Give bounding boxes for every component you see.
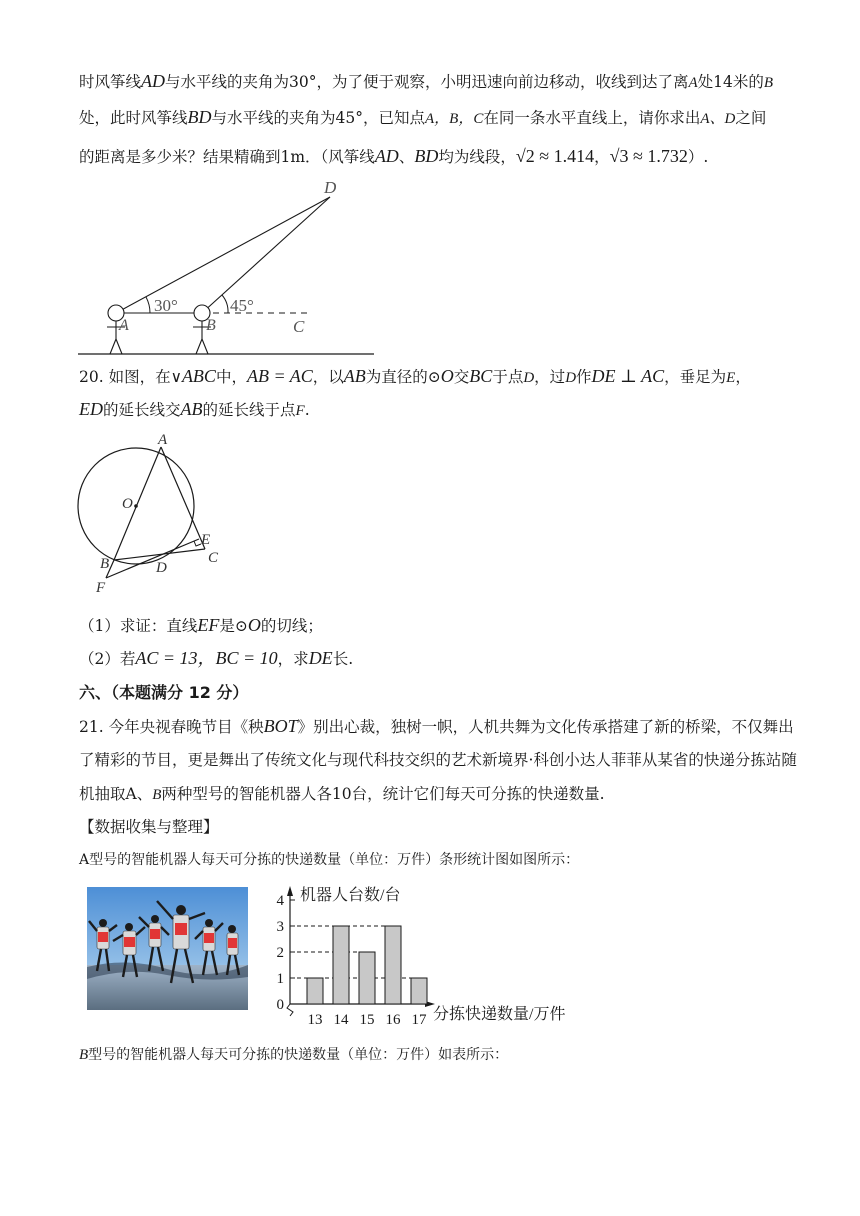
math-bc: BC xyxy=(469,366,493,386)
side-bc xyxy=(114,549,205,560)
text: 是⊙ xyxy=(219,617,248,635)
label-c: C xyxy=(208,550,219,566)
math-abc: ABC xyxy=(181,366,216,386)
label-a: A xyxy=(119,317,129,334)
text: 时风筝线 xyxy=(79,73,142,91)
math-ab: AB xyxy=(343,366,366,386)
right-angle-mark xyxy=(194,541,201,546)
text: . xyxy=(304,401,310,419)
bar xyxy=(411,978,427,1004)
label-b: B xyxy=(100,556,110,572)
math-de-perp-ac: DE ⊥ AC xyxy=(591,366,665,386)
text: ， xyxy=(735,368,751,386)
x-tick-label: 14 xyxy=(333,1012,349,1028)
p21-line-4: 【数据收集与整理】 xyxy=(79,818,219,836)
text: 为直径的⊙ xyxy=(365,368,441,386)
math-ab-eq-ac: AB = AC xyxy=(246,366,313,386)
y-axis-arrow xyxy=(287,886,293,896)
angle-label-30: 30° xyxy=(154,296,178,315)
text: 处，此时风筝线 xyxy=(79,109,188,127)
text: 的延长线交 xyxy=(103,401,181,419)
robot-dance-photo xyxy=(87,887,248,1010)
math-points: A，B，C xyxy=(425,111,484,127)
math-f: F xyxy=(295,403,305,419)
text: （2）若 xyxy=(79,650,136,668)
math-ad: AD xyxy=(141,71,166,91)
p21-line-6 xyxy=(79,1045,508,1065)
math-d: D xyxy=(565,370,577,386)
text: ， xyxy=(594,148,610,166)
text: 于点 xyxy=(492,368,524,386)
text: 型号的智能机器人每天可分拣的快递数量（单位：万件）如表所示： xyxy=(88,1047,509,1063)
x-tick-label: 16 xyxy=(385,1012,401,1028)
center-dot xyxy=(134,504,138,508)
label-c: C xyxy=(293,317,305,336)
side-ac xyxy=(161,447,205,549)
p20-part2 xyxy=(79,648,353,669)
x-tick-label: 13 xyxy=(307,1012,323,1028)
text: 均为线段， xyxy=(438,148,516,166)
text: 的距离是多少米？结果精确到1m．（风筝线 xyxy=(79,148,375,166)
label-o: O xyxy=(122,496,133,512)
p20-line-1 xyxy=(79,366,751,388)
text: 交 xyxy=(453,368,470,386)
math-o: O xyxy=(440,366,454,386)
math-bd: BD xyxy=(414,146,439,166)
bar xyxy=(385,926,401,1004)
math-o: O xyxy=(247,615,261,635)
text: 两种型号的智能机器人各10台，统计它们每天可分拣的快递数量. xyxy=(161,785,605,803)
y-tick-label: 4 xyxy=(276,893,284,909)
math-bd: BD xyxy=(187,107,212,127)
p21-line-3 xyxy=(79,784,605,805)
text: 的切线； xyxy=(260,617,323,635)
text: 中， xyxy=(215,368,247,386)
math-ef: EF xyxy=(197,615,220,635)
label-b: B xyxy=(206,317,216,334)
text: ，过 xyxy=(534,368,566,386)
y-axis-label: 机器人台数/台 xyxy=(300,887,401,904)
text: 》别出心裁，独树一帜，人机共舞为文化传承搭建了新的桥梁，不仅舞出 xyxy=(297,718,794,736)
y-tick-label: 2 xyxy=(276,945,284,961)
text: ）. xyxy=(687,148,709,166)
text: 、 xyxy=(398,148,415,166)
text: 与水平线的夹角为30°，为了便于观察，小明迅速向前边移动，收线到达了离 xyxy=(165,73,689,91)
text: 长. xyxy=(332,650,354,668)
p21-line-5: A型号的智能机器人每天可分拣的快递数量（单位：万件）条形统计图如图所示： xyxy=(79,852,580,868)
label-a: A xyxy=(158,432,168,448)
x-tick-label: 17 xyxy=(411,1012,427,1028)
p21-line-1 xyxy=(79,716,794,737)
math-a-d: A、D xyxy=(700,111,736,127)
p19-line-3 xyxy=(79,146,708,167)
axis-break xyxy=(287,1004,293,1016)
text: 处14米的 xyxy=(697,73,764,91)
text: 机抽取A、 xyxy=(79,785,153,803)
math-values: AC = 13，BC = 10 xyxy=(135,648,278,668)
math-bot: BOT xyxy=(263,716,298,736)
section-heading: 六、（本题满分 12 分） xyxy=(79,683,249,702)
x-axis-label: 分拣快递数量/万件 xyxy=(433,1006,566,1023)
text: 20. 如图，在∨ xyxy=(79,368,182,386)
math-d: D xyxy=(523,370,535,386)
angle-arc-b xyxy=(222,295,228,313)
math-sqrt2: √2 ≈ 1.414 xyxy=(515,146,595,166)
bar xyxy=(307,978,323,1004)
math-ab: AB xyxy=(180,399,203,419)
text: 在同一条水平直线上，请你求出 xyxy=(483,109,701,127)
text: 的延长线于点 xyxy=(202,401,296,419)
p20-line-2 xyxy=(79,399,310,421)
label-e: E xyxy=(201,532,211,548)
text: ，求 xyxy=(277,650,309,668)
math-de: DE xyxy=(308,648,333,668)
bar xyxy=(359,952,375,1004)
text: 之间 xyxy=(735,109,767,127)
angle-arc-a xyxy=(146,297,150,313)
math-e: E xyxy=(726,370,736,386)
x-tick-label: 15 xyxy=(359,1012,375,1028)
text: 作 xyxy=(576,368,592,386)
math-ad: AD xyxy=(374,146,399,166)
math-b: B xyxy=(79,1047,89,1063)
math-sqrt3: √3 ≈ 1.732 xyxy=(609,146,688,166)
label-d: D xyxy=(324,178,337,197)
y-tick-label: 3 xyxy=(276,919,284,935)
bar-chart xyxy=(270,880,580,1030)
p20-part1 xyxy=(79,615,323,636)
text: 21. 今年央视春晚节目《秧 xyxy=(79,718,264,736)
label-d: D xyxy=(156,560,167,576)
text: （1）求证：直线 xyxy=(79,617,198,635)
math-b: B xyxy=(152,787,162,803)
text: ，以 xyxy=(312,368,344,386)
p19-line-2 xyxy=(79,107,766,129)
angle-label-45: 45° xyxy=(230,296,254,315)
text: ，垂足为 xyxy=(664,368,727,386)
p19-line-1 xyxy=(79,71,773,93)
p21-line-2: 了精彩的节目，更是舞出了传统文化与现代科技交织的艺术新境界·科创小达人菲菲从某省的快递分拣站随 xyxy=(79,751,797,769)
math-a: A xyxy=(688,75,698,91)
math-b: B xyxy=(763,75,774,91)
y-tick-label: 1 xyxy=(276,971,284,987)
text: 与水平线的夹角为45°，已知点 xyxy=(211,109,425,127)
kite-line-bd xyxy=(202,197,330,313)
label-f: F xyxy=(96,580,106,596)
bar xyxy=(333,926,349,1004)
math-ed: ED xyxy=(79,399,103,419)
kite-figure xyxy=(70,175,390,360)
y-tick-label: 0 xyxy=(276,997,284,1013)
circle-triangle-figure xyxy=(70,428,230,598)
